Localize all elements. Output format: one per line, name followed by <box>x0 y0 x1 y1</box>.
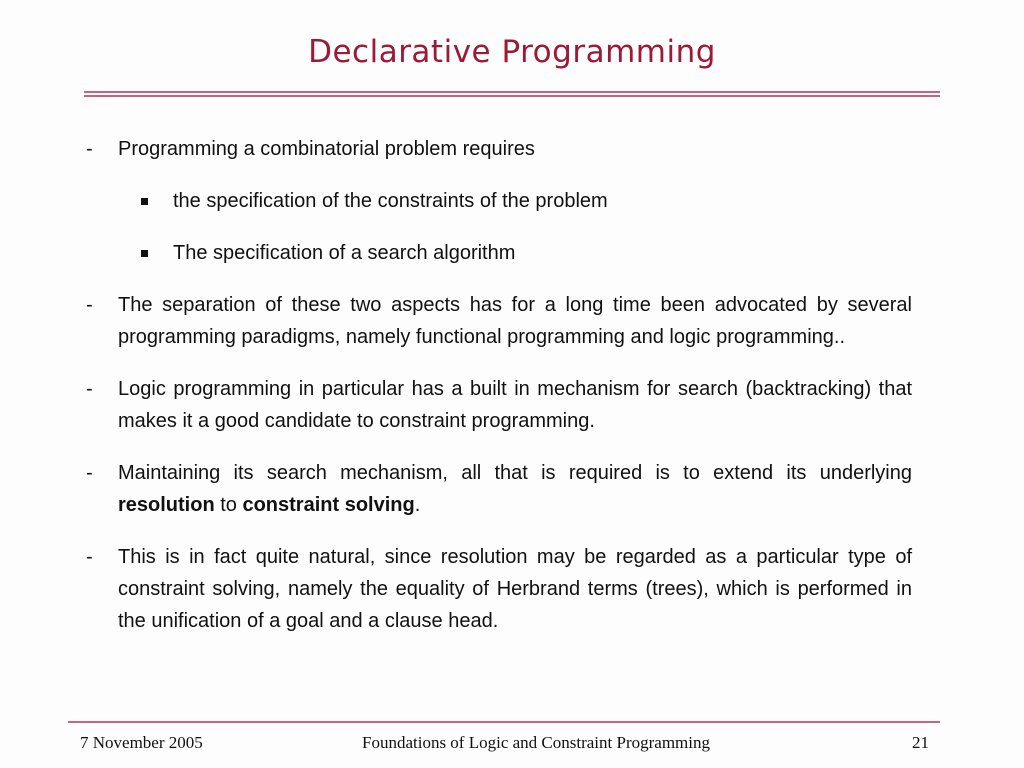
bullet-item-3 <box>84 373 912 437</box>
square-bullet-icon <box>141 198 148 205</box>
bullet-text: The separation of these two aspects has for a long time been advocated by several programming paradigms, namely functional programming and logic programming.. <box>118 294 912 348</box>
bold-term-resolution: resolution <box>118 494 215 516</box>
title-divider <box>84 91 940 97</box>
bullet-item-5 <box>84 541 912 637</box>
bullet-text: This is in fact quite natural, since resolution may be regarded as a particular type of constraint solving, namely the equality of Herbrand terms (trees), which is performed in the unification of a goal and a clause head. <box>118 546 912 632</box>
text-segment: to <box>214 494 243 516</box>
sub-bullet-1 <box>84 185 912 217</box>
bold-term-constraint-solving: constraint solving <box>242 494 415 516</box>
footer-page-number: 21 <box>912 733 929 752</box>
bullet-dash: - <box>86 462 93 484</box>
sub-bullet-2 <box>84 237 912 269</box>
bullet-text <box>118 457 912 521</box>
footer-course-title: Foundations of Logic and Constraint Programming <box>362 733 710 752</box>
footer-date: 7 November 2005 <box>80 733 203 752</box>
bullet-item-2 <box>84 289 912 353</box>
bullet-item-4 <box>84 457 912 521</box>
bullet-text: Programming a combinatorial problem requires <box>118 138 535 160</box>
slide-title: Declarative Programming <box>308 34 716 70</box>
bullet-dash: - <box>86 294 93 316</box>
footer-divider <box>68 721 940 723</box>
bullet-text: Logic programming in particular has a built in mechanism for search (backtracking) that makes it a good candidate to constraint programming. <box>118 378 912 432</box>
bullet-dash: - <box>86 378 93 400</box>
text-segment: Maintaining its search mechanism, all that is required is to extend its underlying <box>118 462 912 484</box>
square-bullet-icon <box>141 250 148 257</box>
bullet-dash: - <box>86 138 93 160</box>
bullet-item-1 <box>84 133 912 165</box>
bullet-dash: - <box>86 546 93 568</box>
slide-content <box>84 133 912 637</box>
text-segment: . <box>414 494 421 516</box>
sub-bullet-text: The specification of a search algorithm <box>173 242 516 264</box>
sub-bullet-text: the specification of the constraints of the problem <box>173 190 608 212</box>
